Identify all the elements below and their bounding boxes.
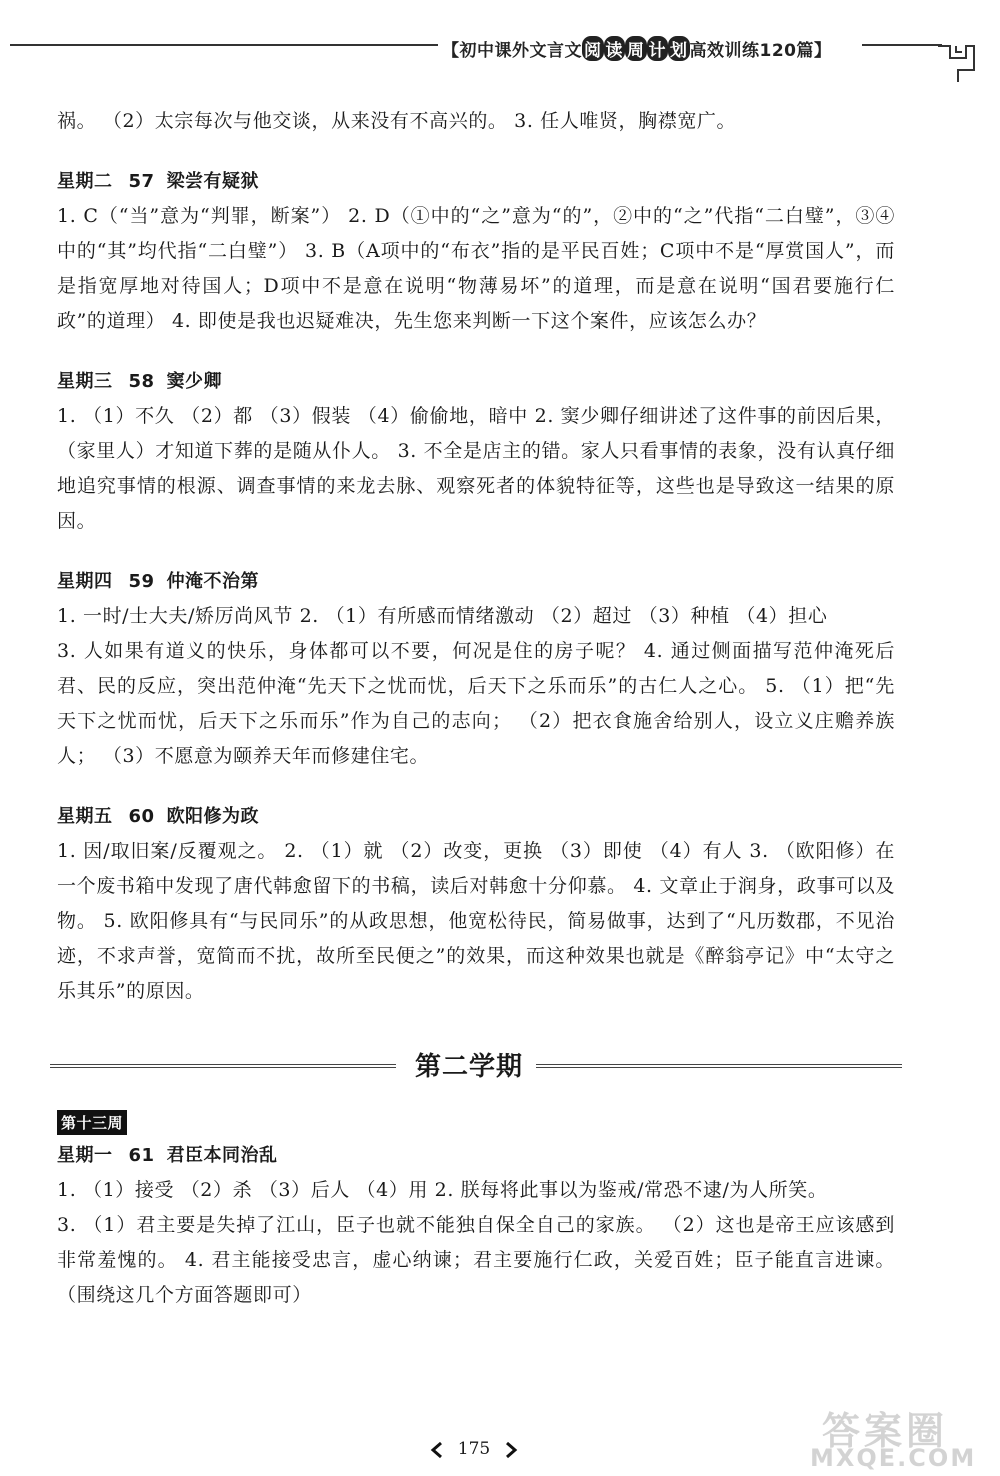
header-rule-left <box>10 44 438 46</box>
book-title-highlight-3: 周 <box>625 36 647 61</box>
page-number <box>426 1434 522 1464</box>
section-60 <box>57 802 895 1009</box>
week-badge: 第十三周 <box>57 1110 127 1135</box>
watermark-top: 答案圈 <box>822 1409 949 1453</box>
section-text-part-2: 3. 人如果有道义的快乐，身体都可以不要，何况是住的房子呢？ 4. 通过侧面描写范仲淹死后君、民的反应，突出范仲淹“先天下之忧而忧，后天下之乐而乐”的古仁人之心。 5. （1）把“先天下之忧而忧，后天下之乐而乐”作为自己的志向； （2）把衣食施舍给别人，设立义庄赡养族人； （3）不愿意为颐养天年而修建住宅。 <box>57 640 895 767</box>
section-text: 1. 因/取旧案/反覆观之。 2. （1）就 （2）改变，更换 （3）即使 （4）有人 3. （欧阳修）在一个废书箱中发现了唐代韩愈留下的书稿，读后对韩愈十分仰慕。 4. 文章止于润身，政事可以及物。 5. 欧阳修具有“与民同乐”的从政思想，他宽松待民，简易做事，达到了“凡历数郡，不见治迹，不求声誉，宽简而不扰，故所至民便之”的效果，而这种效果也就是《醉翁亭记》中“太守之乐其乐”的原因。 <box>57 840 895 1002</box>
term-heading: 第二学期 <box>414 1052 523 1082</box>
watermark-bottom: MXQE.COM <box>810 1444 977 1472</box>
section-day: 星期四 <box>57 571 113 592</box>
chevron-left-icon <box>428 1441 446 1459</box>
book-title-highlight-5: 划 <box>668 36 690 61</box>
section-title <box>57 802 895 832</box>
section-title <box>57 1141 895 1171</box>
corner-ornament-icon <box>938 38 978 82</box>
section-heading: 仲淹不治第 <box>166 571 260 592</box>
section-number: 57 <box>128 171 155 192</box>
section-text: 1. （1）不久 （2）都 （3）假装 （4）偷偷地，暗中 2. 窦少卿仔细讲述了这件事的前因后果，（家里人）才知道下葬的是随从仆人。 3. 不全是店主的错。家人只看事情的表象，没有认真仔细地追究事情的根源、调查事情的来龙去脉、观察死者的体貌特征等，这些也是导致这一结果的原因。 <box>57 405 895 532</box>
section-heading: 欧阳修为政 <box>166 806 260 827</box>
section-59 <box>57 567 895 774</box>
chevron-right-icon <box>502 1441 520 1459</box>
section-heading: 梁尝有疑狱 <box>166 171 260 192</box>
header-rule-right <box>862 44 942 46</box>
book-title: 【初中课外文言文 阅 读 周 计 划 高效训练120篇】 <box>442 36 832 61</box>
page-number-value: 175 <box>457 1439 491 1459</box>
section-day: 星期二 <box>57 171 113 192</box>
section-text-part-1: 1. （1）接受 （2）杀 （3）后人 （4）用 2. 朕每将此事以为鉴戒/常恐不逮/为人所笑。 <box>57 1179 828 1201</box>
section-57 <box>57 167 895 339</box>
section-heading: 窦少卿 <box>166 371 223 392</box>
answer-content <box>57 104 895 1009</box>
section-title <box>57 367 895 397</box>
book-title-highlight-4: 计 <box>647 36 669 61</box>
section-day: 星期三 <box>57 371 113 392</box>
book-title-post: 高效训练120篇 <box>689 41 814 61</box>
section-text-part-1: 1. 一时/士大夫/矫厉尚风节 2. （1）有所感而情绪激动 （2）超过 （3）种植 （4）担心 <box>57 605 828 627</box>
section-number: 60 <box>128 806 155 827</box>
divider-line-right <box>536 1064 902 1068</box>
section-number: 59 <box>128 571 155 592</box>
section-text: 1. C（“当”意为“判罪，断案”） 2. D（①中的“之”意为“的”，②中的“之”代指“二白璧”，③④中的“其”均代指“二白璧”） 3. B（A项中的“布衣”指的是平民百姓；C项中不是“厚赏国人”，而是指宽厚地对待国人；D项中不是意在说明“物薄易坏”的道理，而是意在说明“国君要施行仁政”的道理） 4. 即使是我也迟疑难决，先生您来判断一下这个案件，应该怎么办？ <box>57 205 895 332</box>
second-term-content <box>57 1110 895 1313</box>
book-title-highlight-1: 阅 <box>582 36 604 61</box>
section-day: 星期五 <box>57 806 113 827</box>
section-58 <box>57 367 895 539</box>
book-title-pre: 初中课外文言文 <box>459 41 582 61</box>
section-title <box>57 567 895 597</box>
divider-line-left <box>50 1064 396 1068</box>
term-divider <box>50 1044 902 1090</box>
section-number: 61 <box>128 1145 155 1166</box>
section-title <box>57 167 895 197</box>
section-day: 星期一 <box>57 1145 113 1166</box>
intro-line: 祸。 （2）太宗每次与他交谈，从来没有不高兴的。 3. 任人唯贤，胸襟宽广。 <box>57 110 737 132</box>
page-header <box>0 36 1000 76</box>
section-heading: 君臣本同治乱 <box>166 1145 278 1166</box>
book-title-highlight-2: 读 <box>604 36 626 61</box>
section-text-part-2: 3. （1）君主要是失掉了江山，臣子也就不能独自保全自己的家族。 （2）这也是帝王应该感到非常羞愧的。 4. 君主能接受忠言，虚心纳谏；君主要施行仁政，关爱百姓；臣子能直言进谏。（围绕这几个方面答题即可） <box>57 1214 895 1306</box>
watermark <box>800 1400 990 1472</box>
section-number: 58 <box>128 371 155 392</box>
